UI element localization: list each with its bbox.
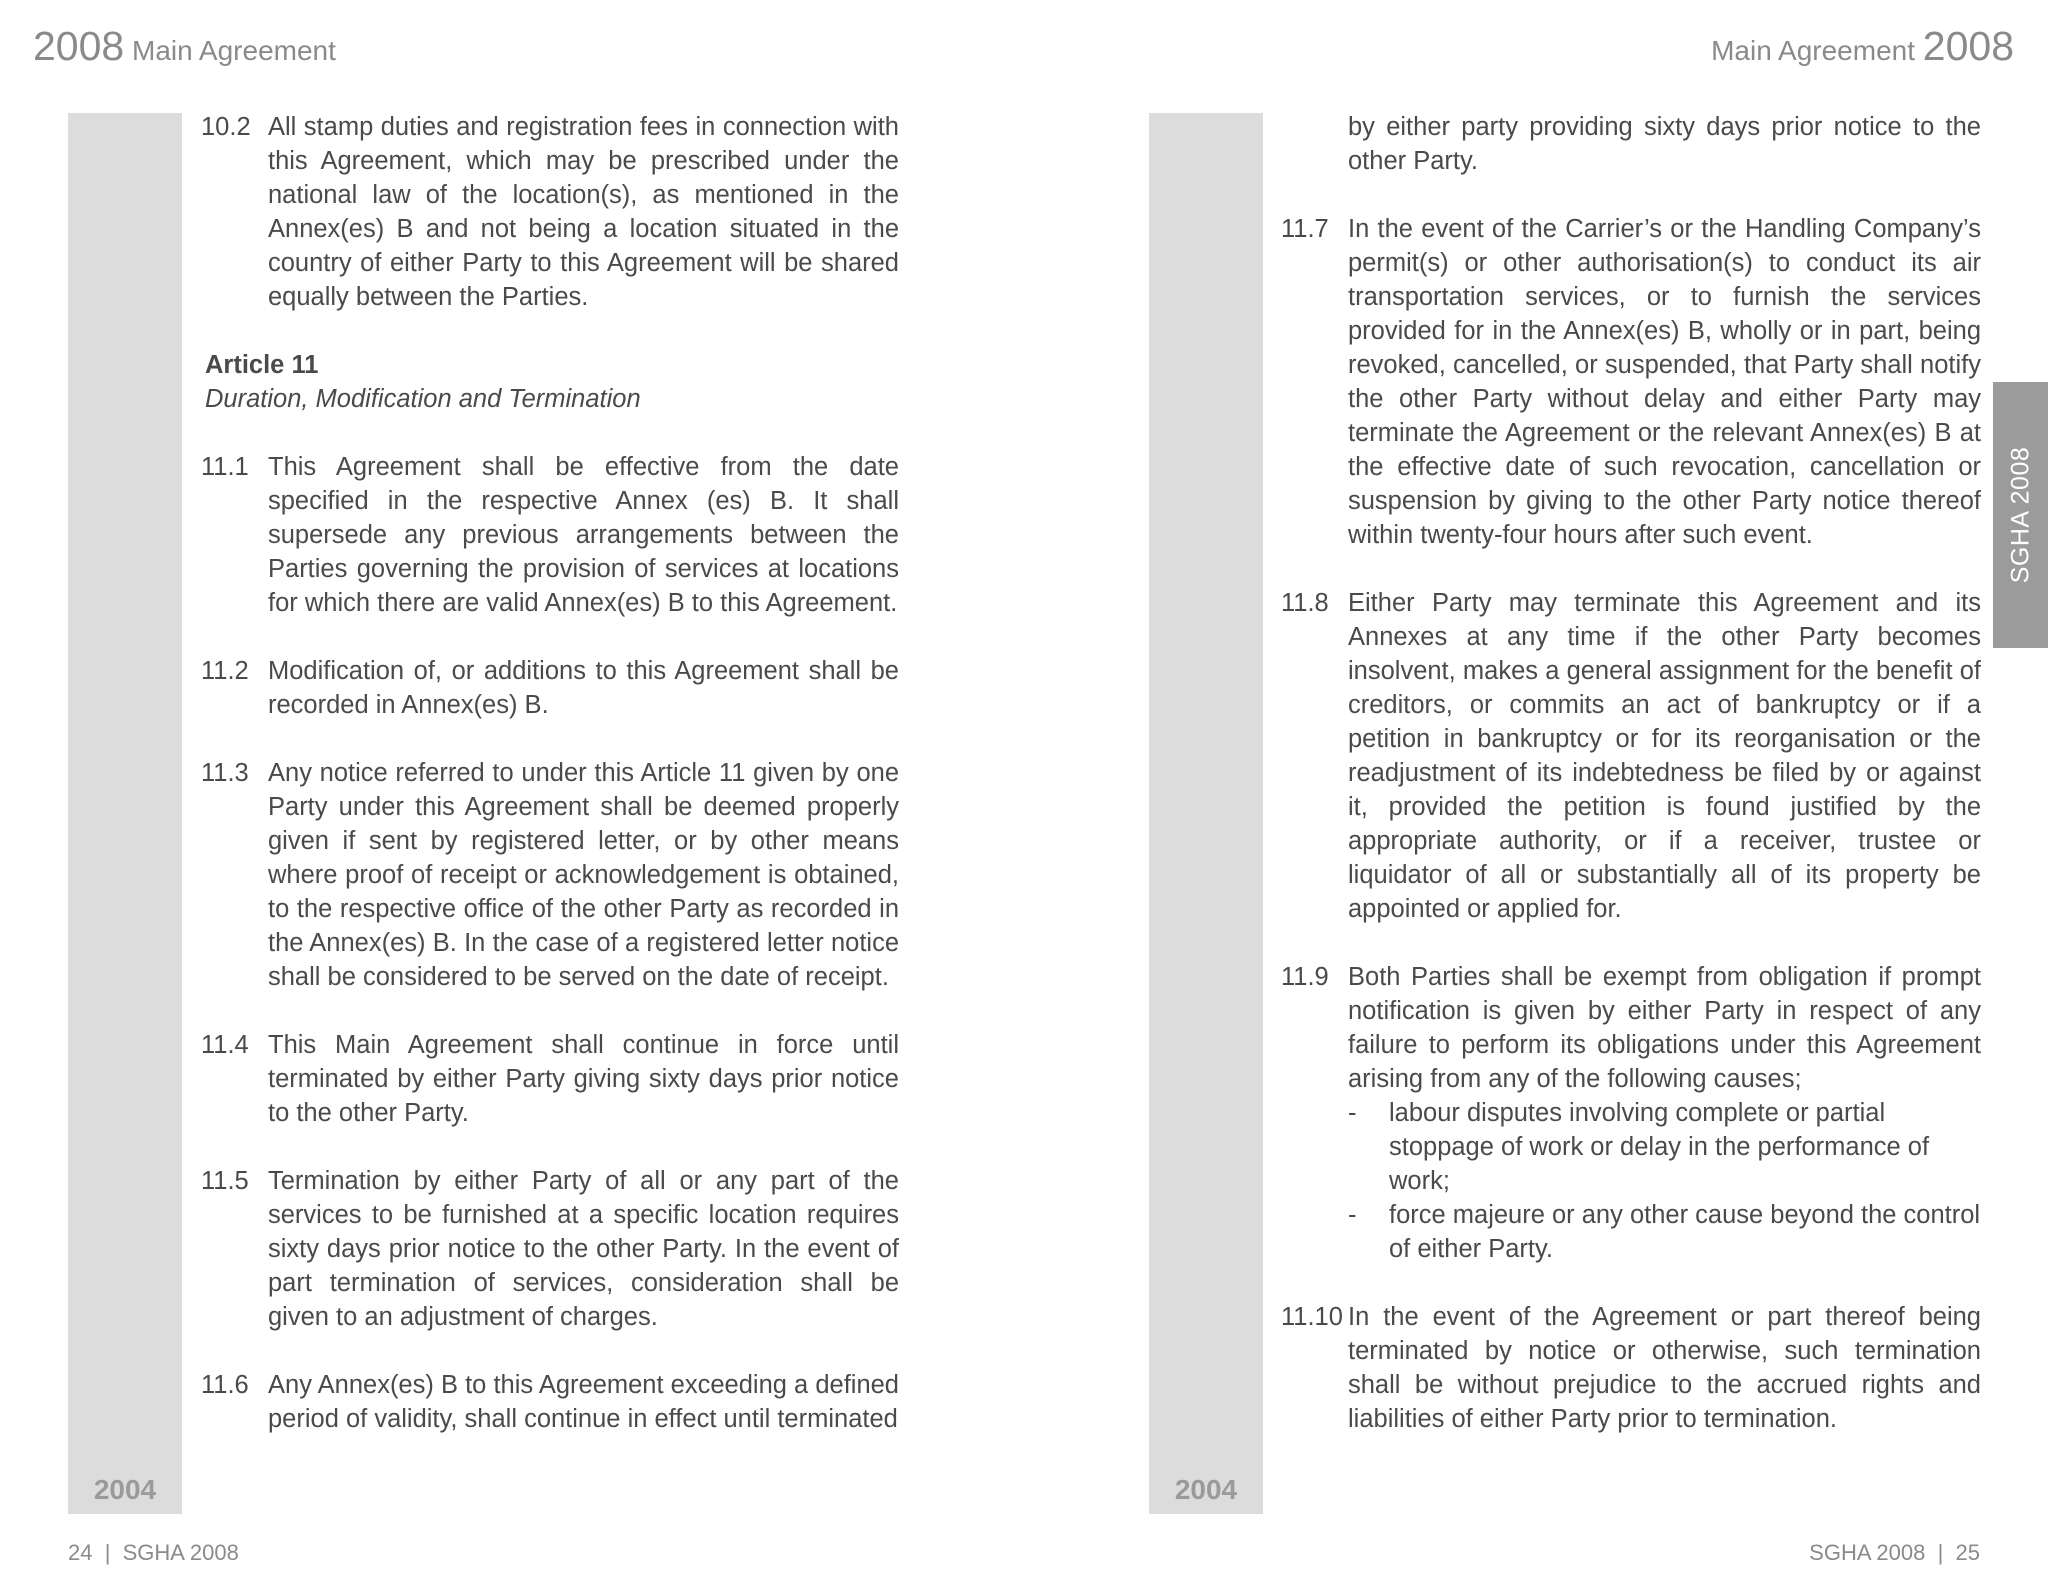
margin-bar-left: [68, 113, 182, 1514]
clause-11-10: [1281, 1300, 1981, 1436]
left-page-text: [201, 110, 899, 1436]
bullet-dash: -: [1348, 1099, 1357, 1127]
side-tab-label: SGHA 2008: [2006, 446, 2034, 584]
clause-text: Any Annex(es) B to this Agreement exceeding a defined period of validity, shall continue in effect until terminated: [268, 1371, 899, 1433]
footer-right-page-number: SGHA 2008 | 25: [1809, 1540, 1980, 1565]
clause-text: by either party providing sixty days prior notice to the other Party.: [1348, 113, 1981, 175]
clause-text: In the event of the Carrier’s or the Handling Company’s permit(s) or other authorisation(s) to conduct its air transportation services, or to furnish the services provided for in the Annex(es) B, wholly or in part, being revoked, cancelled, or suspended, that Party shall notify the other Party without delay and either Party may terminate the Agreement or the relevant Annex(es) B at the effective date of such revocation, cancellation or suspension by giving to the other Party notice thereof within twenty-four hours after such event.: [1348, 215, 1981, 549]
header-year: 2008: [1922, 23, 2014, 69]
bullet-text: labour disputes involving complete or partial stoppage of work or delay in the performance of work;: [1389, 1099, 1930, 1195]
article-title: Article 11: [205, 351, 319, 379]
header-right: [1711, 23, 2014, 69]
clause-11-3: [201, 756, 899, 994]
section-side-tab: [1993, 382, 2048, 648]
clause-text: This Main Agreement shall continue in force until terminated by either Party giving sixty days prior notice to the other Party.: [268, 1031, 899, 1127]
right-page-text: [1281, 110, 1981, 1436]
clause-11-9: [1281, 960, 1981, 1096]
clause-number: 11.3: [201, 759, 249, 787]
clause-number: 11.10: [1281, 1303, 1343, 1331]
header-title: Main Agreement: [132, 35, 336, 66]
clause-11-6-continued: [1281, 110, 1981, 178]
clause-11-1: [201, 450, 899, 620]
clause-number: 11.4: [201, 1031, 249, 1059]
clause-text: Both Parties shall be exempt from obligation if prompt notification is given by either Party in respect of any failure to perform its obligations under this Agreement arising from any of the following causes;: [1348, 963, 1981, 1093]
clause-text: Termination by either Party of all or any part of the services to be furnished at a specific location requires sixty days prior notice to the other Party. In the event of part termination of services, consideration shall be given to an adjustment of charges.: [268, 1167, 899, 1331]
clause-number: 11.8: [1281, 589, 1329, 617]
footer-left-page-number: 24 | SGHA 2008: [68, 1540, 239, 1565]
clause-number: 11.7: [1281, 215, 1329, 243]
clause-text: All stamp duties and registration fees in connection with this Agreement, which may be prescribed under the national law of the location(s), as mentioned in the Annex(es) B and not being a location situated in the country of either Party to this Agreement will be shared equally between the Parties.: [268, 113, 899, 311]
clause-text: In the event of the Agreement or part thereof being terminated by notice or otherwise, such termination shall be without prejudice to the accrued rights and liabilities of either Party prior to termination.: [1348, 1303, 1981, 1433]
header-title: Main Agreement: [1711, 35, 1915, 66]
clause-11-5: [201, 1164, 899, 1334]
clause-11-7: [1281, 212, 1981, 552]
clause-11-8: [1281, 586, 1981, 926]
clause-text: This Agreement shall be effective from the date specified in the respective Annex (es) B. It shall supersede any previous arrangements between the Parties governing the provision of services at locations for which there are valid Annex(es) B to this Agreement.: [268, 453, 899, 617]
clause-number: 11.6: [201, 1371, 249, 1399]
clause-number: 11.1: [201, 453, 249, 481]
clause-11-6: [201, 1368, 899, 1436]
clause-11-9-bullet: [1281, 1198, 1981, 1266]
clause-text: Either Party may terminate this Agreement and its Annexes at any time if the other Party becomes insolvent, makes a general assignment for the benefit of creditors, or commits an act of bankruptcy or if a petition in bankruptcy or for its reorganisation or the readjustment of its indebtedness be filed by or against it, provided the petition is found justified by the appropriate authority, or if a receiver, trustee or liquidator of all or substantially all of its property be appointed or applied for.: [1348, 589, 1981, 923]
margin-bar-year: 2004: [1174, 1474, 1238, 1505]
clause-number: 11.9: [1281, 963, 1329, 991]
clause-11-4: [201, 1028, 899, 1130]
margin-bar-year: 2004: [93, 1474, 157, 1505]
article-subtitle: Duration, Modification and Termination: [205, 385, 641, 413]
clause-text: Modification of, or additions to this Agreement shall be recorded in Annex(es) B.: [268, 657, 899, 719]
margin-bar-right: [1149, 113, 1263, 1514]
clause-11-2: [201, 654, 899, 722]
header-year: 2008: [33, 23, 125, 69]
header-left: [33, 23, 336, 69]
clause-number: 11.2: [201, 657, 249, 685]
clause-text: Any notice referred to under this Article 11 given by one Party under this Agreement shall be deemed properly given if sent by registered letter, or by other means where proof of receipt or acknowledgement is obtained, to the respective office of the other Party as recorded in the Annex(es) B. In the case of a registered letter notice shall be considered to be served on the date of receipt.: [268, 759, 899, 991]
clause-10-2: [201, 110, 899, 314]
clause-number: 10.2: [201, 113, 251, 141]
clause-11-9-bullet: [1281, 1096, 1981, 1198]
bullet-dash: -: [1348, 1201, 1357, 1229]
bullet-text: force majeure or any other cause beyond the control of either Party.: [1389, 1201, 1981, 1263]
clause-number: 11.5: [201, 1167, 249, 1195]
